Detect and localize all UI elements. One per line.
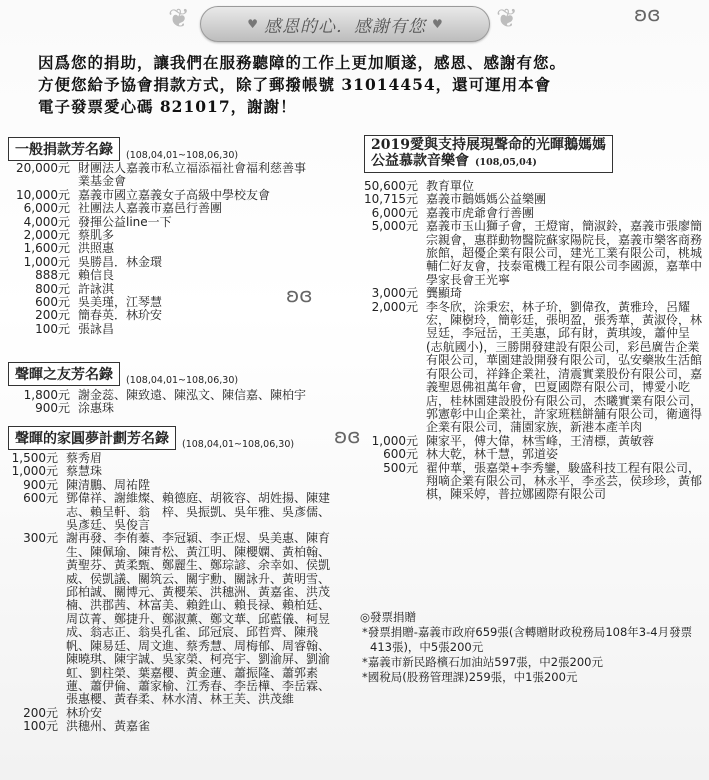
donation-amount: 1,000元 — [11, 464, 58, 479]
donation-amount: 1,600元 — [23, 241, 70, 256]
invoice-item: *國稅局(股務管理課)259張，中1張200元 — [362, 670, 578, 684]
donor-names: 鄧偉祥、謝維燦、賴德庭、胡筱容、胡姓揚、陳建志、賴呈軒、翁 梓、吳振凱、吳年雅、吳彥儒、吳彥廷、吳俊言 — [66, 491, 331, 533]
donor-names: 蔡肌多 — [78, 228, 115, 243]
friends-list — [4, 389, 354, 416]
donor-names: 涂惠珠 — [78, 401, 115, 416]
donation-amount: 1,800元 — [23, 388, 70, 402]
butterfly-icon: ʚɞ — [334, 424, 361, 448]
general-title: 一般捐款芳名錄 — [8, 137, 120, 161]
donor-names: 嘉義市鵝媽媽公益樂團 — [426, 192, 547, 207]
concert-header — [364, 135, 613, 173]
title-banner — [200, 6, 490, 42]
donor-row — [4, 162, 314, 189]
donation-amount: 800元 — [35, 281, 70, 296]
left-wing-icon: ❦ — [168, 4, 190, 34]
friends-header — [8, 362, 238, 386]
right-wing-icon: ❦ — [496, 4, 518, 34]
donation-amount: 100元 — [23, 719, 58, 734]
friends-date: (108,04,01~108,06,30) — [126, 375, 239, 386]
donor-names: 林大乾，林千慧，郭道姿 — [426, 447, 559, 462]
donation-amount: 3,000元 — [371, 286, 418, 301]
invoice-list — [360, 625, 705, 685]
donor-row — [4, 229, 314, 242]
donor-names: 發揮公益line一下 — [78, 214, 172, 229]
donor-names: 財團法人嘉義市私立福添福社會福利慈善事業基金會 — [78, 161, 307, 189]
donation-amount: 6,000元 — [371, 205, 418, 220]
donor-row — [356, 287, 706, 300]
donation-amount: 500元 — [383, 460, 418, 475]
general-header — [8, 137, 238, 161]
donor-row — [4, 323, 314, 336]
donation-amount: 200元 — [35, 308, 70, 323]
donor-row — [4, 242, 314, 255]
donor-names: 張詠昌 — [78, 321, 115, 336]
donation-amount: 4,000元 — [23, 214, 70, 229]
intro-text — [38, 52, 698, 118]
donation-amount: 1,500元 — [11, 451, 58, 465]
donor-names: 社團法人嘉義市嘉邑行善團 — [78, 201, 223, 216]
donor-names: 謝再發、李侑蓁、李冠穎、李正煜、吳美惠、陳育生、陳佩瑜、陳青松、黃江明、陳櫻嫻、黃柏翰、黃聖芬、黃柔甄、鄭麗生、鄭琮諺、余幸如、侯凱威、侯凱議、關筑云、關宇勳、關詠升、黃明雪、邱柏誠、關博元、黃櫻茱、洪穗洲、黃嘉雀、洪茂楠、洪郡茜、林富美、賴鉎山、賴長禄、賴柏廷、周苡菁、鄭捷升、鄭淑薰、鄭文華、邱藍儀、柯昱成、翁志正、翁吳孔雀、邱冠宸、邱哲齊、陳飛帆、陳易廷、周文進、蔡秀慧、周梅郁、周睿翰、陳曉琪、陳宇誠、吳家榮、柯亮宇、劉渝屏、劉渝虹、劉柱榮、葉嘉櫻、黃金蓮、蕭振隆、蕭郭素蓮、蕭伊倫、蕭家榆、江秀春、李岳樺、李岳霖、張惠櫻、黃春柔、林水清、林王芙、洪茂維 — [66, 531, 331, 707]
donor-names: 翟仲華，張嘉榮+李秀鑾，駿盛科技工程有限公司，翔嘀企業有限公司，林永平，李丞芸，侯珍珍，黃郁棋，陳采婷，普拉娜國際有限公司 — [426, 460, 703, 502]
donor-names: 陳家平，傅大偉，林雪峰，王清標，黃敏蓉 — [426, 433, 655, 448]
concert-title-box — [364, 135, 613, 173]
donor-names: 蔡慧珠 — [66, 464, 103, 479]
invoice-item: *發票捐贈-嘉義市政府659張(含轉贈財政稅務局108年3-4月發票413張)，中5張200元 — [362, 625, 693, 654]
banner-title: 感恩的心．感謝有您 — [264, 16, 426, 37]
general-date: (108,04,01~108,06,30) — [126, 150, 239, 161]
donor-names: 賴信良 — [78, 268, 115, 283]
donation-amount: 50,600元 — [364, 179, 418, 193]
donor-row — [356, 448, 706, 461]
donor-row — [4, 452, 334, 465]
invoice-title: ◎發票捐贈 — [360, 610, 417, 624]
donation-amount: 10,000元 — [16, 187, 70, 202]
donor-names: 洪照惠 — [78, 241, 115, 256]
donor-row — [4, 269, 314, 282]
donor-names: 嘉義市國立嘉義女子高級中學校友會 — [78, 187, 271, 202]
general-list — [4, 162, 314, 336]
donor-row — [4, 216, 314, 229]
donor-names: 吳美瑾，江琴慧 — [78, 295, 163, 310]
invoice-item: *嘉義市新民路檳石加油站597張，中2張200元 — [362, 655, 603, 669]
donation-amount: 900元 — [35, 401, 70, 416]
donation-amount: 1,000元 — [371, 433, 418, 448]
donation-amount: 600元 — [35, 295, 70, 310]
concert-title-line2-wrap — [371, 153, 606, 171]
donor-row — [4, 465, 334, 478]
donation-amount: 10,715元 — [364, 192, 418, 207]
donor-row — [356, 220, 706, 287]
home-date: (108,04,01~108,06,30) — [182, 439, 295, 450]
donor-row — [4, 707, 334, 720]
friends-title: 聲暉之友芳名錄 — [8, 362, 120, 386]
intro-line: 方便您給予協會捐款方式，除了郵撥帳號 31014454，還可運用本會 — [38, 75, 552, 94]
donor-names: 蔡秀眉 — [66, 451, 103, 465]
donor-row — [4, 492, 334, 532]
donation-amount: 2,000元 — [23, 228, 70, 243]
donor-names: 許詠淇 — [78, 281, 115, 296]
donor-names: 李冬欣，涂秉宏，林子玠，劉偉孜，黃雅玲，呂耀宏，陳樹玲，簡彰廷，張明盈，張秀華，黃淑伶，林昱廷，李冠岳，王美惠，邱有財，黃琪竣，蕭仲呈(志航國小)，三勝開發建設有限公司，彩邑廣告企業有限公司，華園建設開發有限公司，弘安藥妝生活館有限公司，祥鋒企業社，清震實業股份有限公司，嘉義聖恩佛祖萬年會，巴夏國際有限公司，博愛小吃店，桂林園建設股份有限公司，杰曦實業有限公司，郭憲彰中山企業社，許家班糕餅舖有限公司，衛適得企業有限公司，蒲園家族，新港本產羊肉 — [426, 299, 703, 435]
donation-amount: 600元 — [383, 447, 418, 462]
concert-date: (108,05,04) — [475, 157, 537, 168]
donation-amount: 200元 — [23, 705, 58, 720]
home-header — [8, 426, 294, 450]
home-list — [4, 452, 334, 734]
donor-names: 教育單位 — [426, 179, 475, 193]
donor-names: 簡春英．林玠安 — [78, 308, 163, 323]
donor-names: 嘉義市虎爺會行善團 — [426, 205, 535, 220]
donation-amount: 600元 — [23, 491, 58, 506]
donor-row — [356, 193, 706, 206]
donor-row — [4, 309, 314, 322]
donor-names: 吳勝昌．林金環 — [78, 254, 163, 269]
concert-title-line1: 2019愛與支持展現聲命的光暉鵝媽媽 — [371, 137, 606, 153]
invoice-section — [360, 610, 705, 685]
donor-names: 謝金蕊、陳致遠、陳泓文、陳信嘉、陳柏宇 — [78, 388, 307, 402]
donor-row — [4, 256, 314, 269]
donor-row — [4, 720, 334, 733]
donor-row — [4, 402, 354, 415]
donation-amount: 900元 — [23, 477, 58, 492]
donation-amount: 888元 — [35, 268, 70, 283]
home-title: 聲暉的家圓夢計劃芳名錄 — [8, 426, 176, 450]
concert-title-line2: 公益慕款音樂會 — [371, 153, 469, 169]
donation-amount: 2,000元 — [371, 299, 418, 314]
butterfly-icon: ʚɞ — [286, 283, 313, 307]
donor-names: 嘉義市玉山獅子會，王燈甯，簡淑鈴，嘉義市張廖簡宗親會，惠群動物醫院蘇家陽院長，嘉義市樂客商務旅館，超優企業有限公司，建光工業有限公司，桃城輔仁好友會，技泰電機工程有限公司李國源，嘉華中學家長會王光寧 — [426, 219, 703, 287]
donation-amount: 20,000元 — [16, 161, 70, 175]
heart-icon: ♥ — [432, 17, 443, 31]
donor-names: 陳清鵬、周祐陞 — [66, 477, 151, 492]
donation-amount: 1,000元 — [23, 254, 70, 269]
donor-row — [356, 462, 706, 502]
heart-icon: ♥ — [247, 17, 258, 31]
donor-row — [4, 389, 354, 402]
concert-list — [356, 180, 706, 502]
intro-line: 因爲您的捐助，讓我們在服務聽障的工作上更加順遂，感恩、感謝有您。 — [38, 53, 567, 72]
intro-line: 電子發票愛心碼 821017，謝謝！ — [38, 97, 297, 116]
donation-amount: 100元 — [35, 321, 70, 336]
donation-amount: 6,000元 — [23, 201, 70, 216]
donor-row — [4, 532, 334, 706]
donor-names: 洪穗州、黃嘉雀 — [66, 719, 151, 734]
donation-amount: 5,000元 — [371, 219, 418, 234]
butterfly-icon: ʚɞ — [634, 2, 661, 26]
donor-row — [4, 202, 314, 215]
donation-amount: 300元 — [23, 531, 58, 546]
donor-row — [356, 301, 706, 435]
donor-names: 龔顯琦 — [426, 286, 463, 301]
donor-names: 林玠安 — [66, 705, 103, 720]
